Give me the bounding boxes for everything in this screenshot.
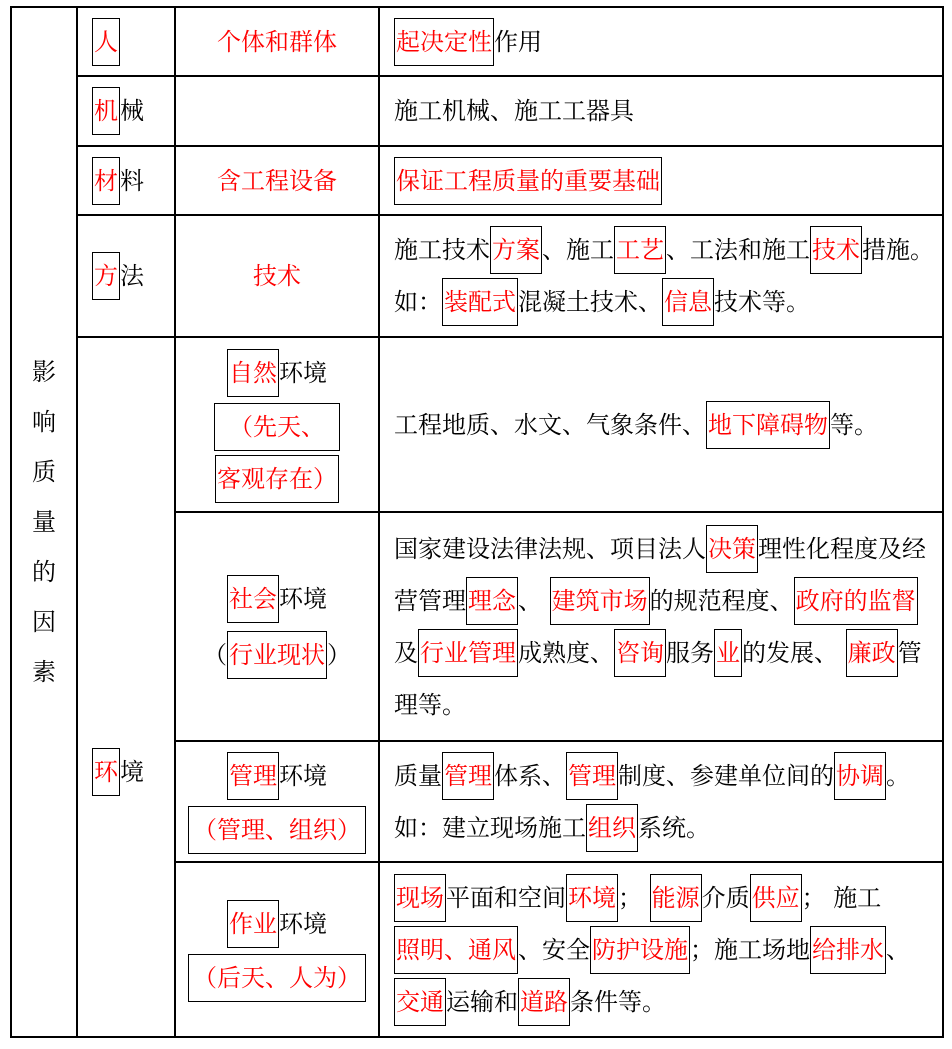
highlighted-term: 咨询 — [614, 629, 666, 677]
category-key: 人 — [92, 18, 120, 66]
desc-text: 介质 — [701, 883, 750, 912]
desc-text: ； 施工 — [801, 883, 882, 912]
desc-cell — [379, 512, 943, 741]
highlighted-term: 保证工程质量的重要基础 — [394, 157, 662, 205]
desc-text: 、工法和施工 — [666, 236, 810, 264]
desc-text: 制度、参建单位间的 — [618, 761, 834, 790]
desc-text: 措施。如： — [394, 236, 934, 316]
row-env-natural — [11, 337, 943, 512]
sub-env-cell: 自然环境 （先天、 客观存在） — [175, 337, 379, 512]
highlighted-term: 能源 — [650, 874, 702, 922]
desc-text: 理性化程度及经营管理 — [394, 534, 926, 615]
desc-cell — [379, 215, 943, 337]
highlighted-term: 照明、通风 — [394, 926, 518, 974]
desc-text: 施工技术 — [394, 236, 490, 264]
highlighted-term: 方案 — [490, 226, 542, 274]
desc-text: 、 — [886, 935, 910, 964]
desc-text: 等。 — [830, 410, 878, 439]
desc-text: 管理等。 — [394, 638, 922, 719]
desc-cell — [379, 7, 943, 76]
desc-text: 混凝土技术、 — [518, 288, 662, 316]
title-char: 质 — [32, 458, 56, 486]
desc-text: 体系、 — [494, 761, 566, 790]
highlighted-term: 建筑市场 — [550, 577, 650, 625]
factors-title — [12, 347, 76, 697]
row-people — [11, 7, 943, 76]
highlighted-term: 道路 — [518, 978, 570, 1026]
desc-cell — [379, 337, 943, 512]
highlighted-term: 现场 — [394, 874, 446, 922]
desc-text: 作用 — [494, 27, 542, 56]
row-materials — [11, 146, 943, 215]
highlighted-term: 装配式 — [442, 278, 518, 326]
note-cell: 技术 — [175, 215, 379, 337]
title-char: 量 — [32, 508, 56, 536]
title-char: 影 — [32, 358, 56, 386]
desc-cell — [379, 862, 943, 1037]
category-cell: 机械 — [77, 76, 175, 146]
row-machinery — [11, 76, 943, 146]
highlighted-term: 协调 — [834, 752, 886, 800]
highlighted-term: 信息 — [662, 278, 714, 326]
desc-text: 系统。 — [638, 813, 710, 842]
title-char: 素 — [32, 658, 56, 686]
highlighted-term: 起决定性 — [394, 18, 494, 66]
sub-env-cell: 作业环境 （后天、人为） — [175, 862, 379, 1037]
highlighted-term: 管理 — [442, 752, 494, 800]
note-cell: 含工程设备 — [175, 146, 379, 215]
desc-text: 国家建设法律法规、项目法人 — [394, 534, 706, 563]
highlighted-term: 业 — [714, 629, 742, 677]
desc-text: 施工机械、施工工器具 — [394, 97, 634, 125]
highlighted-term: 防护设施 — [590, 926, 690, 974]
category-key: 环 — [92, 748, 120, 796]
desc-text: 、施工 — [542, 236, 614, 264]
title-char: 因 — [32, 608, 56, 636]
category-cell: 材料 — [77, 146, 175, 215]
factors-title-cell — [11, 7, 77, 1037]
desc-cell — [379, 76, 943, 146]
row-method — [11, 215, 943, 337]
category-key: 材 — [92, 157, 120, 205]
highlighted-term: 工艺 — [614, 226, 666, 274]
desc-cell — [379, 741, 943, 862]
desc-text: 质量 — [394, 761, 442, 790]
highlighted-term: 政府的监督 — [794, 577, 918, 625]
note-cell — [175, 76, 379, 146]
highlighted-term: 给排水 — [810, 926, 886, 974]
desc-text: 工程地质、水文、气象条件、 — [394, 410, 706, 439]
note-cell: 个体和群体 — [175, 7, 379, 76]
desc-text: ；施工场地 — [690, 935, 810, 964]
category-cell — [77, 7, 175, 76]
category-cell: 方法 — [77, 215, 175, 337]
desc-text: 及 — [394, 638, 418, 667]
sub-env-cell: 管理环境 （管理、组织） — [175, 741, 379, 862]
highlighted-term: 管理 — [566, 752, 618, 800]
desc-text: 服务 — [666, 638, 714, 667]
desc-text: 、 — [518, 586, 550, 615]
title-char: 响 — [32, 408, 56, 436]
title-char: 的 — [32, 558, 56, 586]
desc-text: ； — [618, 883, 650, 912]
desc-text: 条件等。 — [570, 987, 666, 1016]
highlighted-term: 供应 — [750, 874, 802, 922]
highlighted-term: 行业管理 — [418, 629, 518, 677]
highlighted-term: 地下障碍物 — [706, 401, 830, 449]
highlighted-term: 技术 — [810, 226, 862, 274]
category-key: 机 — [92, 87, 120, 135]
desc-text: 技术等。 — [714, 288, 810, 316]
highlighted-term: 环境 — [566, 874, 618, 922]
category-cell-environment: 环境 — [77, 337, 175, 1037]
desc-text: 平面和空间 — [446, 883, 566, 912]
desc-text: 运输和 — [446, 987, 518, 1016]
desc-text: 、安全 — [518, 935, 590, 964]
highlighted-term: 决策 — [706, 525, 758, 573]
desc-cell — [379, 146, 943, 215]
quality-factors-table — [10, 6, 944, 1038]
sub-env-cell: 社会环境 （行业现状） — [175, 512, 379, 741]
highlighted-term: 廉政 — [846, 629, 898, 677]
desc-text: 成熟度、 — [518, 638, 614, 667]
highlighted-term: 组织 — [586, 804, 638, 852]
desc-text: 的规范程度、 — [649, 586, 794, 615]
highlighted-term: 理念 — [466, 577, 518, 625]
desc-text: 的发展、 — [742, 638, 846, 667]
category-key: 方 — [92, 252, 120, 300]
highlighted-term: 交通 — [394, 978, 446, 1026]
desc-text: 。如：建立现场施工 — [394, 761, 910, 842]
